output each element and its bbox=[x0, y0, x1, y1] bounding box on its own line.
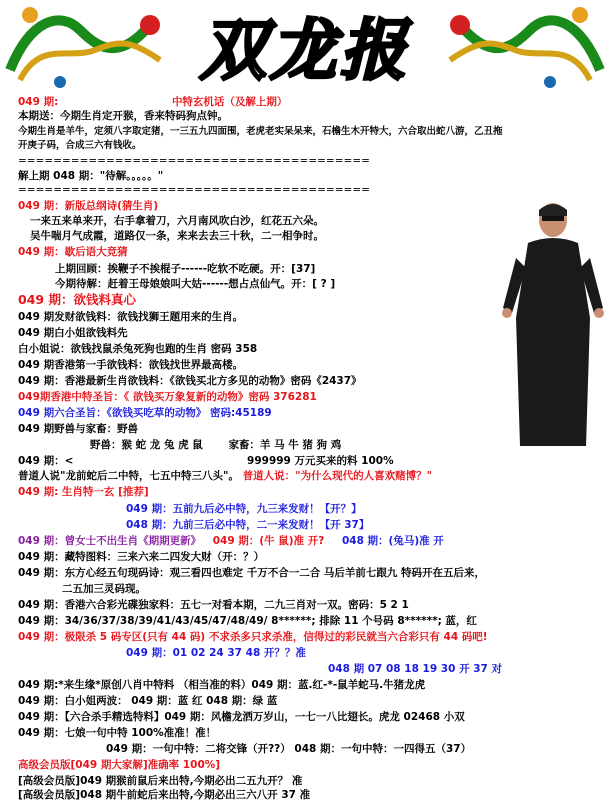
price-line bbox=[18, 455, 394, 468]
price-period: 049 期：< bbox=[18, 455, 74, 467]
masthead-title: 双龙报 bbox=[200, 11, 410, 89]
poem-line: 开庚子码，合成三六有钱收。 bbox=[18, 140, 142, 151]
numbers-previous: 048 期 07 08 18 19 30 开 37 对 bbox=[328, 663, 502, 675]
price-text: 999999 万元买来的料 100% bbox=[247, 455, 394, 467]
clue-line: 049 期六合圣旨：《欲钱买吃草的动物》 密码:45189 bbox=[18, 407, 272, 419]
vip-heading: 高级会员版[049 期大家解]准确率 100%] bbox=[18, 759, 221, 771]
section-heading: 049 期: 生肖特一玄 [推荐] bbox=[18, 486, 149, 498]
clue-line: 049 期野兽与家畜：野兽 bbox=[18, 423, 139, 435]
clue-line: 049 期：香港六合彩光碟独家料：五七一对看本期，二九三肖对一双。密码：5 2 1 bbox=[18, 599, 409, 611]
person-figure-icon bbox=[498, 198, 608, 448]
vip-line: [高级会员版]049 期猴前鼠后来出特,今期必出二五九开？ 准 bbox=[18, 775, 303, 787]
animal-groups-line bbox=[90, 439, 341, 452]
clue-line: 二五加三灵码现。 bbox=[62, 583, 146, 595]
clue-line: 049 期：【六合杀手精选特料】049 期：风檐龙洒万岁山，一七一八比翅长。虎龙 02468 小双 bbox=[18, 711, 465, 723]
right-dragon-icon bbox=[440, 0, 610, 95]
numbers-line: 049 期：34/36/37/38/39/41/43/45/47/48/49/ 8******; 排除 11 个号码 8******; 蓝，红 bbox=[18, 615, 477, 627]
poem-line: 一来五来单来开，右手拿着刀，六月南风吹白沙，红花五六朵。 bbox=[30, 215, 324, 227]
clue-line: 049 期：藏特图料：三来六来二四发大财（开：？） bbox=[18, 551, 265, 563]
wild-animals: 野兽：猴 蛇 龙 兔 虎 鼠 bbox=[90, 439, 203, 451]
riddle-line: 上期回顾：挨鞭子不挨棍子------吃软不吃硬。开：[37] bbox=[55, 263, 316, 275]
left-dragon-icon bbox=[0, 0, 170, 95]
zodiac-heading: 049 期：曾女士不出生肖《期期更新》 bbox=[18, 535, 202, 547]
domestic-animals: 家畜：羊 马 牛 猪 狗 鸡 bbox=[228, 439, 342, 451]
poem-line: 今期生肖是羊牛，定须八字取定猪，一三五九四面围，老虎老实呆呆来，石檐生木开特大，六合取出蛇八游，乙丑拖 bbox=[18, 126, 503, 137]
clue-line: 049 期：香港最新生肖欲钱料：《欲钱买北方多见的动物》密码《2437》 bbox=[18, 375, 362, 387]
clue-line: 白小姐说：欲钱找鼠杀兔死狗也跑的生肖 密码 358 bbox=[18, 343, 258, 355]
vip-line: [高级会员版]048 期牛前蛇后来出特,今期必出三六八开 37 准 bbox=[18, 789, 311, 801]
clue-line: 049 期：七娘一句中特 100%准准！准！ bbox=[18, 727, 217, 739]
kill-numbers-line: 049 期：极限杀 5 码专区(只有 44 码) 不求杀多只求杀准，信得过的彩民就当六合彩只有 44 码吧! bbox=[18, 631, 488, 643]
clue-line: 049 期发财欲钱料：欲钱找狮王题用来的生肖。 bbox=[18, 311, 244, 323]
prediction-line: 049 期：五前九后必中特，九三来发财！【开？】 bbox=[126, 503, 362, 515]
clue-line: 049 期白小姐欲钱料先 bbox=[18, 327, 128, 339]
last-issue-line: 解上期 048 期："待解。。。。。" bbox=[18, 170, 164, 182]
prediction-line: 本期送：今期生肖定开猴，香来特码狗点钟。 bbox=[18, 110, 228, 122]
section-heading: 049 期：歇后语大竞猜 bbox=[18, 246, 128, 258]
header-line bbox=[18, 96, 287, 109]
clue-line: 049 期：一句中特：二将交锋（开??） 048 期：一句中特：一四得五（37） bbox=[106, 743, 472, 755]
clue-line: 049 期:*来生缘*原创八肖中特料 （相当准的料）049 期：蓝.红-*-鼠羊蛇马.牛猪龙虎 bbox=[18, 679, 426, 691]
section-heading: 049 期：新版总纲诗(猜生肖) bbox=[18, 200, 159, 212]
clue-line: 049 期：东方心经五句现码诗：观三看四也难定 千万不合一二合 马后羊前七跟九 特码开在五后来， bbox=[18, 567, 486, 579]
riddle-line: 今期待解：赶着王母娘娘叫大姑------想占点仙气。开：[ ? ] bbox=[55, 278, 336, 290]
monk-says-1: 普道人说"龙前蛇后二中特，七五中特三八头"。 bbox=[18, 470, 239, 482]
header-period: 049 期: bbox=[18, 96, 59, 108]
poem-line: 吴牛喘月气成霞，道路仅一条，来来去去三十秋，二一相争时。 bbox=[30, 230, 324, 242]
section-heading: 049 期：欲钱料真心 bbox=[18, 293, 136, 306]
clue-line: 049 期香港第一手欲钱料：欲钱找世界最高楼。 bbox=[18, 359, 244, 371]
prediction-line: 048 期：九前三后必中特，二一来发财！【开 37】 bbox=[126, 519, 370, 531]
zodiac-current: 049 期：(牛 鼠)准 开? bbox=[212, 535, 325, 547]
numbers-current: 049 期：01 02 24 37 48 开？？准 bbox=[126, 647, 306, 659]
monk-says-2: 普道人说："为什么现代的人喜欢赌博？" bbox=[242, 470, 433, 482]
wave-line: 049 期：白小姐两波： 049 期：蓝 红 048 期：绿 蓝 bbox=[18, 695, 278, 707]
header-section: 中特玄机话（及解上期） bbox=[171, 96, 288, 108]
clue-line: 049期香港中特圣旨：《 欲钱买万象复新的动物》密码 376281 bbox=[18, 391, 317, 403]
separator: ======================================== bbox=[18, 155, 370, 167]
monk-says-line bbox=[18, 470, 432, 483]
zodiac-line bbox=[18, 535, 444, 548]
zodiac-previous: 048 期：(兔马)准 开 bbox=[341, 535, 444, 547]
separator: ======================================== bbox=[18, 184, 370, 196]
